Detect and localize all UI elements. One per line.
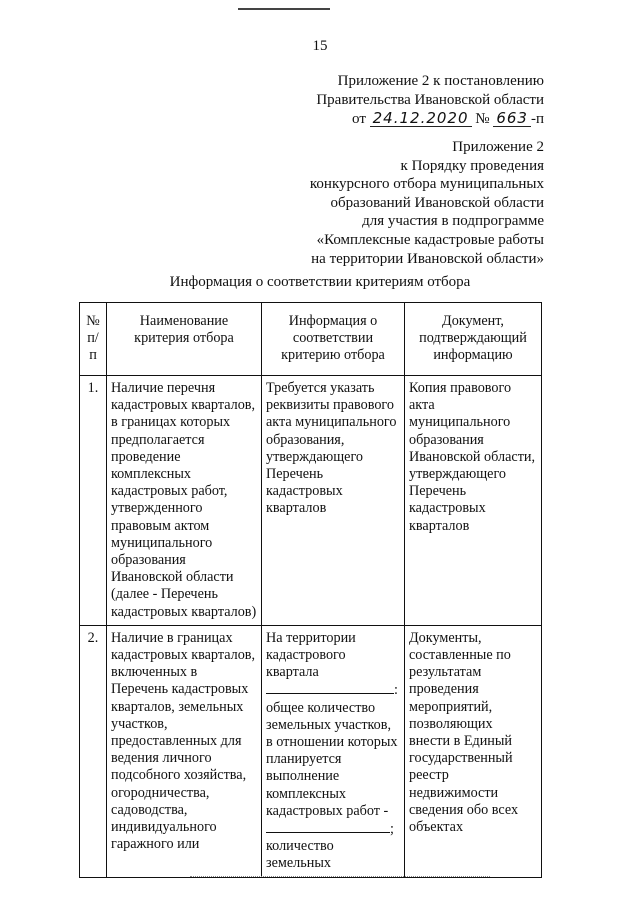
document-title: Информация о соответствии критериям отбора	[169, 274, 471, 290]
info-cell	[262, 625, 405, 877]
table-row	[80, 625, 542, 877]
info-cell: Требуется указать реквизиты правового акта муниципального образования, утверждающего Перечень кадастровых кварталов	[262, 376, 405, 626]
top-rule	[238, 8, 330, 10]
annex-header	[316, 72, 544, 129]
annex-order-line: образований Ивановской области	[330, 194, 544, 211]
info-semicolon: ;	[390, 821, 394, 838]
table-row	[80, 376, 542, 626]
header-criterion: Наименование критерия отбора	[107, 303, 262, 376]
criterion-cell: Наличие в границах кадастровых кварталов, включенных в Перечень кадастровых кварталов, земельных участков, предоставленных для ведения личного подсобного хозяйства, огородничества, садоводства, индивидуального гаражного или	[107, 625, 262, 877]
handwritten-number: 663	[493, 111, 531, 127]
number-sign: №	[475, 111, 490, 127]
document-cell: Копия правового акта муниципального образования Ивановской области, утверждающего Перечень кадастровых кварталов	[405, 376, 542, 626]
annex-order-line: Приложение 2	[452, 139, 544, 155]
criterion-cell: Наличие перечня кадастровых кварталов, в границах которых предполагается проведение комплексных кадастровых работ, утвержденного правовым актом муниципального образования Ивановской области (далее - Перечень кадастровых кварталов)	[107, 376, 262, 626]
fill-in-blank	[266, 681, 394, 694]
document-cell: Документы, составленные по результатам проведения мероприятий, позволяющих внести в Единый государственный реестр недвижимости сведения обо всех объектах	[405, 625, 542, 877]
date-prefix: от	[352, 111, 366, 127]
handwritten-date: 24.12.2020	[370, 111, 472, 127]
row-number: 1.	[80, 376, 107, 626]
criteria-table	[79, 302, 542, 878]
scan-artifact-line	[190, 876, 490, 878]
annex-header-date-line	[316, 110, 544, 129]
annex-header-line2: Правительства Ивановской области	[316, 92, 544, 108]
row-number: 2.	[80, 625, 107, 877]
info-text: общее количество земельных участков, в отношении которых планируется выполнение комплексных кадастровых работ -	[266, 699, 398, 819]
page-number: 15	[312, 38, 328, 54]
annex-order-line: к Порядку проведения	[400, 157, 544, 174]
header-info: Информация о соответствии критерию отбора	[262, 303, 405, 376]
annex-order-block	[310, 138, 544, 268]
annex-order-line: для участия в подпрограмме	[362, 213, 544, 230]
header-number: № п/п	[80, 303, 107, 376]
annex-order-line: на территории Ивановской области»	[311, 250, 544, 267]
annex-order-line: «Комплексные кадастровые работы	[316, 231, 544, 248]
info-colon: :	[394, 682, 398, 699]
info-text: На территории кадастрового квартала	[266, 629, 356, 681]
info-text: количество земельных	[266, 838, 334, 872]
annex-order-line: конкурсного отбора муниципальных	[309, 176, 544, 193]
table-header-row	[80, 303, 542, 376]
header-document: Документ, подтверждающий информацию	[405, 303, 542, 376]
annex-header-line1: Приложение 2 к постановлению	[337, 73, 544, 89]
number-suffix: -п	[530, 111, 544, 127]
fill-in-blank	[266, 820, 390, 833]
